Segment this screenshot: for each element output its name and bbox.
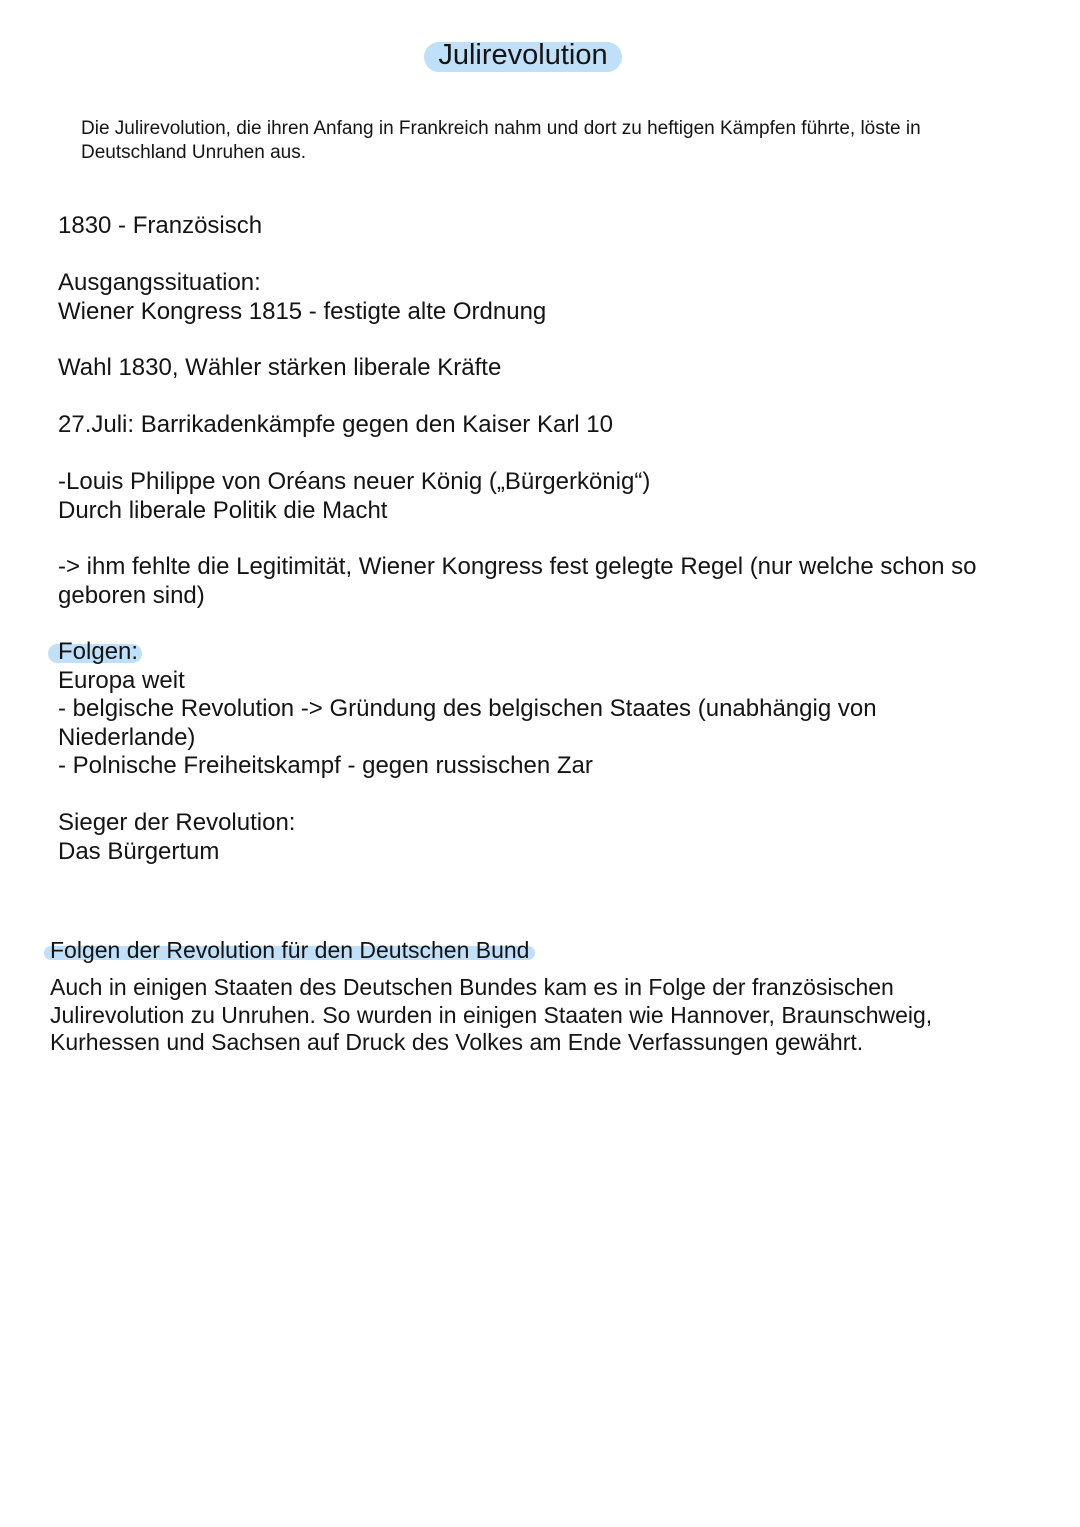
louis-line-2: Durch liberale Politik die Macht xyxy=(58,496,388,524)
year-line: 1830 - Französisch xyxy=(58,212,263,239)
sieger-label: Sieger der Revolution: xyxy=(58,809,296,836)
wahl-line: Wahl 1830, Wähler stärken liberale Kräfte xyxy=(58,354,502,381)
folgen-europa: Europa weit xyxy=(58,666,185,694)
deutscher-bund-paragraph: Auch in einigen Staaten des Deutschen Bundes kam es in Folge der französischen Julirevolution zu Unruhen. So wurden in einigen Staaten wie Hannover, Braunschweig, Kurhessen und Sachsen auf Druck des Volkes am Ende Verfassungen gewährt. xyxy=(50,974,933,1055)
louis-block xyxy=(58,468,1038,525)
folgen-belgien: - belgische Revolution -> Gründung des belgischen Staates (unabhängig von Niederlande) xyxy=(58,695,877,751)
page-title xyxy=(426,38,619,72)
legitimitaet-paragraph xyxy=(58,553,1038,610)
title-container xyxy=(0,38,1080,72)
folgen-block xyxy=(58,638,1038,781)
page-title-text: Julirevolution xyxy=(438,39,608,71)
sieger-text: Das Bürgertum xyxy=(58,837,220,865)
deutscher-bund-section xyxy=(50,936,1040,1057)
deutscher-bund-title: Folgen der Revolution für den Deutschen Bund xyxy=(50,937,530,963)
folgen-label-text: Folgen: xyxy=(58,638,139,665)
deutscher-bund-heading xyxy=(50,936,529,964)
ausgangssituation-text: Wiener Kongress 1815 - festigte alte Ordnung xyxy=(58,297,547,325)
folgen-polen: - Polnische Freiheitskampf - gegen russischen Zar xyxy=(58,752,593,779)
ausgangssituation-block xyxy=(58,269,1038,326)
sieger-block xyxy=(58,809,1038,866)
intro-paragraph: Die Julirevolution, die ihren Anfang in Frankreich nahm und dort zu heftigen Kämpfen führte, löste in Deutschland Unruhen aus. xyxy=(81,118,921,163)
louis-line-1: -Louis Philippe von Oréans neuer König („Bürgerkönig“) xyxy=(58,468,651,495)
juli-line: 27.Juli: Barrikadenkämpfe gegen den Kaiser Karl 10 xyxy=(58,411,613,438)
legitimitaet-text: -> ihm fehlte die Legitimität, Wiener Kongress fest gelegte Regel (nur welche schon so geboren sind) xyxy=(58,553,977,609)
ausgangssituation-label: Ausgangssituation: xyxy=(58,269,261,296)
folgen-label xyxy=(58,638,138,667)
